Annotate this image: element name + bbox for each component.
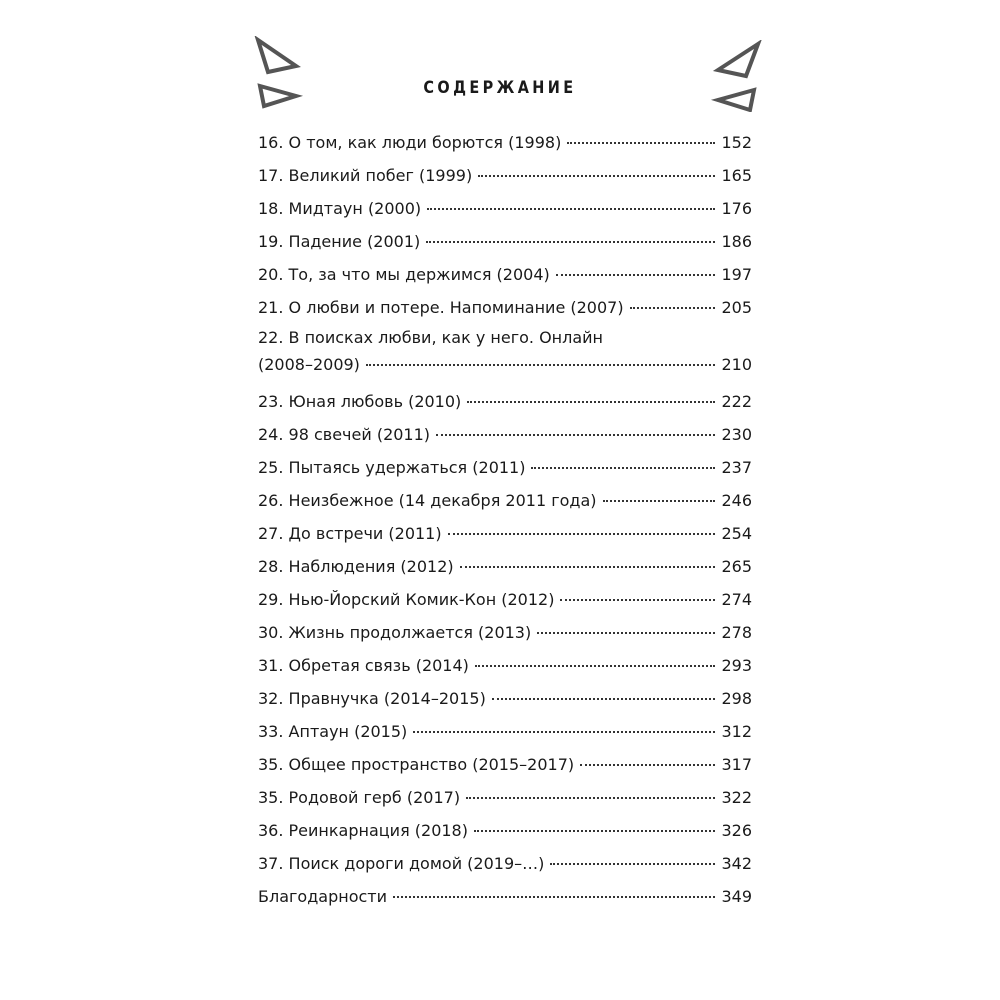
toc-entry-label: 17. Великий побег (1999) [258,166,473,185]
toc-entry-page: 298 [721,689,752,708]
toc-entry-page: 317 [721,755,752,774]
toc-entry-page: 165 [721,166,752,185]
toc-entry[interactable] [258,748,752,781]
toc-entry[interactable] [258,418,752,451]
toc-dot-leader [366,364,716,366]
toc-entry-label: 28. Наблюдения (2012) [258,557,454,576]
toc-entry-page: 293 [721,656,752,675]
toc-dot-leader [567,142,715,144]
toc-entry[interactable] [258,649,752,682]
toc-dot-leader [537,632,715,634]
toc-entry-label: 32. Правнучка (2014–2015) [258,689,486,708]
toc-entry[interactable] [258,583,752,616]
toc-entry-label: 19. Падение (2001) [258,232,421,251]
toc-entry-page: 312 [721,722,752,741]
toc-entry[interactable] [258,126,752,159]
toc-entry-label: 35. Общее пространство (2015–2017) [258,755,575,774]
toc-dot-leader [550,863,715,865]
toc-dot-leader [427,208,715,210]
toc-dot-leader [531,467,715,469]
toc-entry-label: 35. Родовой герб (2017) [258,788,461,807]
toc-entry-page: 186 [721,232,752,251]
toc-entry-label: 26. Неизбежное (14 декабря 2011 года) [258,491,597,510]
toc-dot-leader [603,500,716,502]
toc-entry-page: 152 [721,133,752,152]
toc-entry-page: 222 [721,392,752,411]
toc-entry[interactable] [258,550,752,583]
toc-dot-leader [580,764,715,766]
toc-entry-page: 274 [721,590,752,609]
toc-entry-page: 254 [721,524,752,543]
toc-dot-leader [467,401,715,403]
toc-dot-leader [475,665,716,667]
toc-entry-label: 37. Поиск дороги домой (2019–…) [258,854,545,873]
toc-entry-label: 22. В поисках любви, как у него. Онлайн [258,328,604,347]
toc-entry-label: 36. Реинкарнация (2018) [258,821,468,840]
toc-entry[interactable] [258,192,752,225]
page-title: СОДЕРЖАНИЕ [423,78,577,98]
toc-entry[interactable] [258,517,752,550]
toc-dot-leader [448,533,716,535]
toc-entry-page: 176 [721,199,752,218]
toc-entry-label-continued: (2008–2009) [258,355,360,374]
table-of-contents [258,126,752,913]
toc-entry[interactable] [258,715,752,748]
toc-dot-leader [436,434,715,436]
toc-entry-label: 24. 98 свечей (2011) [258,425,431,444]
toc-entry-label: 29. Нью-Йорский Комик-Кон (2012) [258,590,555,609]
toc-entry-label: 25. Пытаясь удержаться (2011) [258,458,526,477]
toc-entry[interactable] [258,291,752,324]
toc-dot-leader [426,241,715,243]
toc-entry[interactable] [258,385,752,418]
toc-entry[interactable] [258,324,752,385]
toc-dot-leader [556,274,716,276]
toc-entry-label: Благодарности [258,887,387,906]
toc-entry-label: 21. О любви и потере. Напоминание (2007) [258,298,624,317]
toc-dot-leader [466,797,715,799]
toc-entry-page: 205 [721,298,752,317]
toc-dot-leader [478,175,715,177]
toc-entry-label: 18. Мидтаун (2000) [258,199,422,218]
toc-entry[interactable] [258,814,752,847]
toc-entry-label: 16. О том, как люди борются (1998) [258,133,562,152]
toc-entry[interactable] [258,682,752,715]
corner-ornament-left-icon [254,36,314,112]
toc-entry[interactable] [258,484,752,517]
toc-entry-label: 27. До встречи (2011) [258,524,442,543]
toc-entry-page: 246 [721,491,752,510]
toc-entry-page: 322 [721,788,752,807]
toc-entry-label: 33. Аптаун (2015) [258,722,408,741]
toc-entry-page: 230 [721,425,752,444]
toc-entry[interactable] [258,451,752,484]
toc-entry-label: 30. Жизнь продолжается (2013) [258,623,532,642]
toc-dot-leader [393,896,715,898]
toc-entry[interactable] [258,880,752,913]
toc-entry-page: 349 [721,887,752,906]
toc-entry[interactable] [258,847,752,880]
toc-dot-leader [492,698,716,700]
toc-entry-page: 197 [721,265,752,284]
toc-entry-label: 31. Обретая связь (2014) [258,656,469,675]
toc-entry-page: 237 [721,458,752,477]
toc-dot-leader [474,830,715,832]
corner-ornament-right-icon [710,40,762,112]
toc-entry-page: 265 [721,557,752,576]
toc-entry[interactable] [258,159,752,192]
toc-entry-page: 342 [721,854,752,873]
toc-dot-leader [460,566,716,568]
toc-dot-leader [560,599,715,601]
toc-entry[interactable] [258,616,752,649]
toc-entry-label: 23. Юная любовь (2010) [258,392,462,411]
toc-entry-page: 278 [721,623,752,642]
toc-entry-label: 20. То, за что мы держимся (2004) [258,265,550,284]
toc-entry[interactable] [258,258,752,291]
toc-entry[interactable] [258,781,752,814]
toc-dot-leader [630,307,716,309]
toc-dot-leader [413,731,715,733]
toc-entry-page: 326 [721,821,752,840]
toc-entry-page: 210 [721,355,752,374]
toc-entry[interactable] [258,225,752,258]
